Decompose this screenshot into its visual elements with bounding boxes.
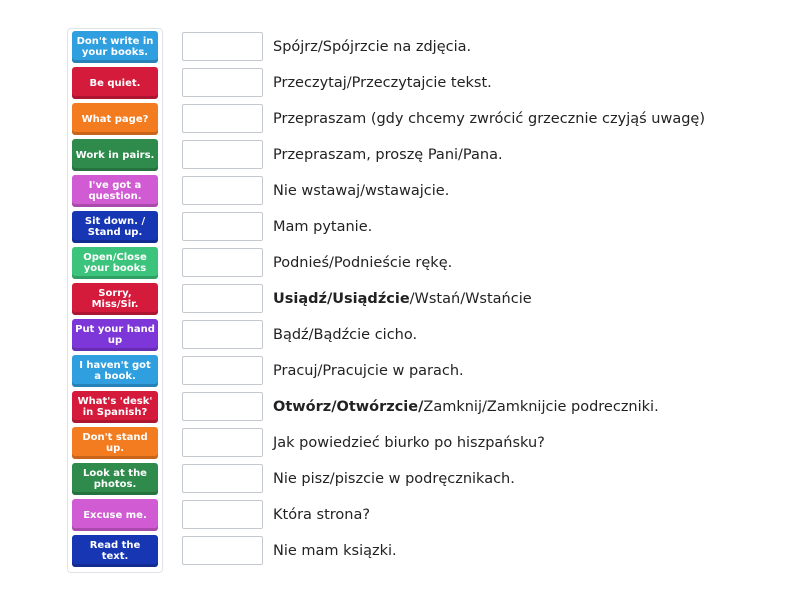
tile-11[interactable]: Don't stand up. [72,427,158,459]
prompt-2: Przepraszam (gdy chcemy zwrócić grzecznie czyjąś uwagę) [273,110,705,127]
tile-3[interactable]: Work in pairs. [72,139,158,171]
prompt-4: Nie wstawaj/wstawajcie. [273,182,450,199]
prompt-11: Jak powiedzieć biurko po hiszpańsku? [273,434,545,451]
tile-4[interactable]: I've got a question. [72,175,158,207]
prompt-13: Która strona? [273,506,371,523]
prompt-3: Przepraszam, proszę Pani/Pana. [273,146,503,163]
tile-1[interactable]: Be quiet. [72,67,158,99]
tile-0[interactable]: Don't write in your books. [72,31,158,63]
prompt-0: Spójrz/Spójrzcie na zdjęcia. [273,38,472,55]
drop-box-11[interactable] [182,428,263,457]
prompt-14: Nie mam ksiązki. [273,542,397,559]
prompt-7: Usiądź/Usiądźcie /Wstań/Wstańcie [273,290,532,307]
prompt-6: Podnieś/Podnieście rękę. [273,254,453,271]
prompt-5: Mam pytanie. [273,218,373,235]
prompt-9: Pracuj/Pracujcie w parach. [273,362,464,379]
drop-box-6[interactable] [182,248,263,277]
tile-7[interactable]: Sorry, Miss/Sir. [72,283,158,315]
tile-8[interactable]: Put your hand up [72,319,158,351]
tile-9[interactable]: I haven't got a book. [72,355,158,387]
drop-box-13[interactable] [182,500,263,529]
tile-14[interactable]: Read the text. [72,535,158,567]
prompt-12: Nie pisz/piszcie w podręcznikach. [273,470,515,487]
drop-box-2[interactable] [182,104,263,133]
drop-box-10[interactable] [182,392,263,421]
tile-13[interactable]: Excuse me. [72,499,158,531]
drop-box-8[interactable] [182,320,263,349]
drop-box-7[interactable] [182,284,263,313]
tile-bank [67,28,163,573]
tile-2[interactable]: What page? [72,103,158,135]
drop-box-5[interactable] [182,212,263,241]
tile-6[interactable]: Open/Close your books [72,247,158,279]
tile-5[interactable]: Sit down. / Stand up. [72,211,158,243]
drop-box-12[interactable] [182,464,263,493]
drop-box-9[interactable] [182,356,263,385]
tile-10[interactable]: What's 'desk' in Spanish? [72,391,158,423]
prompt-1: Przeczytaj/Przeczytajcie tekst. [273,74,492,91]
prompt-10: Otwórz/Otwórzcie/ Zamknij/Zamknijcie podreczniki. [273,398,659,415]
drop-box-0[interactable] [182,32,263,61]
drop-box-4[interactable] [182,176,263,205]
drop-box-1[interactable] [182,68,263,97]
drop-box-3[interactable] [182,140,263,169]
prompt-8: Bądź/Bądźcie cicho. [273,326,418,343]
tile-12[interactable]: Look at the photos. [72,463,158,495]
drop-box-14[interactable] [182,536,263,565]
